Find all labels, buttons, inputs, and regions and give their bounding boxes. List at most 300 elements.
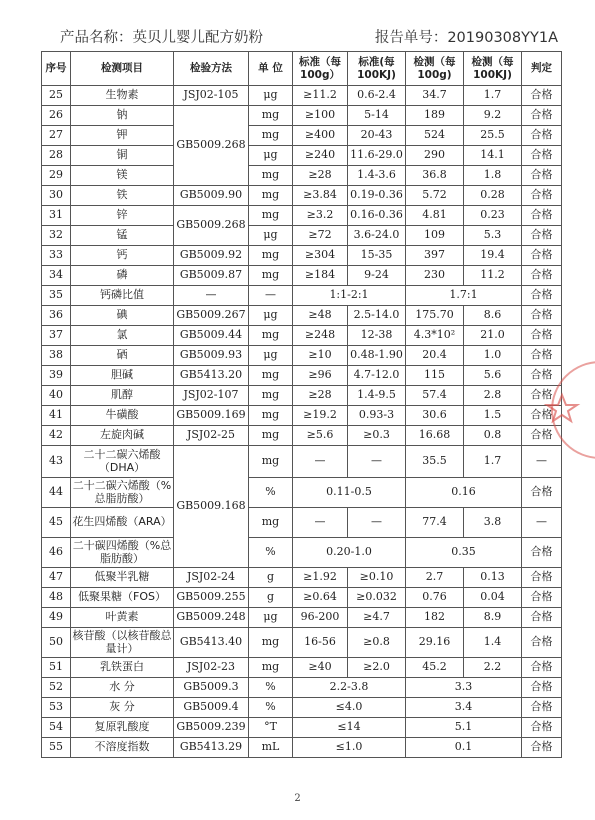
detected-per-100kj: 1.0	[464, 346, 522, 366]
unit: μg	[249, 226, 293, 246]
test-method: —	[174, 286, 249, 306]
table-row	[42, 406, 562, 426]
standard-per-100kj: 4.7-12.0	[348, 366, 406, 386]
test-item: 磷	[71, 266, 174, 286]
unit: mg	[249, 206, 293, 226]
detected-per-100kj: 2.2	[464, 658, 522, 678]
test-method: GB5009.169	[174, 406, 249, 426]
standard-per-100g: 96-200	[293, 608, 348, 628]
standard-per-100kj: 11.6-29.0	[348, 146, 406, 166]
test-method: JSJ02-25	[174, 426, 249, 446]
standard-per-100kj: 15-35	[348, 246, 406, 266]
standard-per-100kj: 0.93-3	[348, 406, 406, 426]
test-item: 花生四烯酸（ARA）	[71, 508, 174, 538]
test-item: 二十二碳六烯酸（DHA）	[71, 446, 174, 478]
result: —	[522, 508, 562, 538]
test-method: GB5009.168	[174, 446, 249, 568]
result: 合格	[522, 538, 562, 568]
result: 合格	[522, 266, 562, 286]
detected-per-100kj: 8.6	[464, 306, 522, 326]
table-row	[42, 166, 562, 186]
row-number: 28	[42, 146, 71, 166]
unit: mg	[249, 186, 293, 206]
result: 合格	[522, 698, 562, 718]
test-method: GB5009.92	[174, 246, 249, 266]
test-item: 生物素	[71, 86, 174, 106]
test-item: 钙磷比值	[71, 286, 174, 306]
detected-per-100kj: 5.6	[464, 366, 522, 386]
detected-per-100kj: 0.23	[464, 206, 522, 226]
detected-merged: 3.3	[406, 678, 522, 698]
test-item: 碘	[71, 306, 174, 326]
table-row	[42, 346, 562, 366]
detected-per-100g: 397	[406, 246, 464, 266]
detected-per-100g: 5.72	[406, 186, 464, 206]
row-number: 53	[42, 698, 71, 718]
detected-per-100kj: 8.9	[464, 608, 522, 628]
row-number: 44	[42, 478, 71, 508]
test-item: 铜	[71, 146, 174, 166]
test-method: GB5413.20	[174, 366, 249, 386]
test-item: 锰	[71, 226, 174, 246]
test-method: GB5413.29	[174, 738, 249, 758]
test-item: 牛磺酸	[71, 406, 174, 426]
row-number: 33	[42, 246, 71, 266]
unit: μg	[249, 146, 293, 166]
detected-per-100g: 524	[406, 126, 464, 146]
table-row	[42, 608, 562, 628]
result: 合格	[522, 206, 562, 226]
detected-per-100kj: 19.4	[464, 246, 522, 266]
unit: mL	[249, 738, 293, 758]
standard-per-100g: ≥1.92	[293, 568, 348, 588]
row-number: 42	[42, 426, 71, 446]
result: 合格	[522, 658, 562, 678]
standard-per-100kj: ≥0.3	[348, 426, 406, 446]
detected-per-100g: 4.3*10²	[406, 326, 464, 346]
row-number: 29	[42, 166, 71, 186]
standard-per-100g: ≥72	[293, 226, 348, 246]
result: 合格	[522, 426, 562, 446]
detected-per-100kj: 1.7	[464, 446, 522, 478]
test-method: JSJ02-23	[174, 658, 249, 678]
test-item: 核苷酸（以核苷酸总量计）	[71, 628, 174, 658]
standard-per-100kj: 1.4-9.5	[348, 386, 406, 406]
detected-per-100g: 35.5	[406, 446, 464, 478]
detected-per-100g: 175.70	[406, 306, 464, 326]
detected-per-100g: 115	[406, 366, 464, 386]
test-method: GB5009.3	[174, 678, 249, 698]
test-item: 镁	[71, 166, 174, 186]
standard-per-100g: ≥19.2	[293, 406, 348, 426]
table-row	[42, 186, 562, 206]
table-row	[42, 86, 562, 106]
standard-per-100g: ≥400	[293, 126, 348, 146]
detected-per-100g: 36.8	[406, 166, 464, 186]
table-row	[42, 146, 562, 166]
detected-merged: 5.1	[406, 718, 522, 738]
detected-per-100kj: 0.04	[464, 588, 522, 608]
table-row	[42, 326, 562, 346]
detected-per-100kj: 14.1	[464, 146, 522, 166]
row-number: 27	[42, 126, 71, 146]
table-row	[42, 266, 562, 286]
detected-merged: 3.4	[406, 698, 522, 718]
detected-per-100kj: 0.13	[464, 568, 522, 588]
row-number: 47	[42, 568, 71, 588]
standard-per-100kj: 0.6-2.4	[348, 86, 406, 106]
standard-per-100kj: ≥0.032	[348, 588, 406, 608]
test-method: GB5009.239	[174, 718, 249, 738]
test-item: 锌	[71, 206, 174, 226]
unit: mg	[249, 446, 293, 478]
standard-merged: ≤14	[293, 718, 406, 738]
result: 合格	[522, 628, 562, 658]
page-number: 2	[294, 793, 301, 804]
test-item: 不溶度指数	[71, 738, 174, 758]
result: 合格	[522, 126, 562, 146]
table-row	[42, 478, 562, 508]
detected-per-100g: 290	[406, 146, 464, 166]
test-method: JSJ02-105	[174, 86, 249, 106]
result: 合格	[522, 718, 562, 738]
test-item: 二十碳四烯酸（%总脂肪酸）	[71, 538, 174, 568]
detected-merged: 0.35	[406, 538, 522, 568]
test-method: GB5009.4	[174, 698, 249, 718]
standard-per-100g: ≥184	[293, 266, 348, 286]
unit: mg	[249, 628, 293, 658]
result: 合格	[522, 386, 562, 406]
unit: mg	[249, 426, 293, 446]
detected-per-100g: 2.7	[406, 568, 464, 588]
detected-merged: 0.16	[406, 478, 522, 508]
row-number: 26	[42, 106, 71, 126]
test-item: 乳铁蛋白	[71, 658, 174, 678]
standard-per-100g: ≥3.84	[293, 186, 348, 206]
table-row	[42, 386, 562, 406]
col-header: 检验方法	[174, 52, 249, 86]
test-item: 钾	[71, 126, 174, 146]
result: 合格	[522, 326, 562, 346]
test-method: GB5009.87	[174, 266, 249, 286]
row-number: 46	[42, 538, 71, 568]
detected-per-100kj: 0.8	[464, 426, 522, 446]
table-row	[42, 718, 562, 738]
row-number: 49	[42, 608, 71, 628]
test-item: 钠	[71, 106, 174, 126]
unit: μg	[249, 346, 293, 366]
standard-per-100kj: 1.4-3.6	[348, 166, 406, 186]
detected-per-100g: 16.68	[406, 426, 464, 446]
row-number: 31	[42, 206, 71, 226]
standard-per-100g: 16-56	[293, 628, 348, 658]
unit: mg	[249, 658, 293, 678]
result: 合格	[522, 608, 562, 628]
table-row	[42, 206, 562, 226]
standard-per-100g: ≥28	[293, 166, 348, 186]
standard-per-100kj: ≥0.8	[348, 628, 406, 658]
table-row	[42, 738, 562, 758]
test-method: GB5009.268	[174, 206, 249, 246]
test-item: 氯	[71, 326, 174, 346]
col-header: 检测（每100g)	[406, 52, 464, 86]
standard-merged: 0.11-0.5	[293, 478, 406, 508]
standard-per-100g: ≥48	[293, 306, 348, 326]
table-row	[42, 568, 562, 588]
detected-per-100kj: 1.8	[464, 166, 522, 186]
unit: mg	[249, 246, 293, 266]
result: 合格	[522, 166, 562, 186]
standard-per-100kj: 12-38	[348, 326, 406, 346]
detected-per-100g: 0.76	[406, 588, 464, 608]
detected-per-100kj: 3.8	[464, 508, 522, 538]
result: 合格	[522, 406, 562, 426]
row-number: 32	[42, 226, 71, 246]
result: 合格	[522, 678, 562, 698]
detected-merged: 1.7:1	[406, 286, 522, 306]
standard-per-100kj: 2.5-14.0	[348, 306, 406, 326]
unit: mg	[249, 508, 293, 538]
row-number: 38	[42, 346, 71, 366]
standard-per-100g: ≥248	[293, 326, 348, 346]
standard-per-100kj: 0.16-0.36	[348, 206, 406, 226]
table-row	[42, 538, 562, 568]
detected-per-100kj: 0.28	[464, 186, 522, 206]
detected-per-100kj: 1.5	[464, 406, 522, 426]
row-number: 55	[42, 738, 71, 758]
result: 合格	[522, 106, 562, 126]
table-row	[42, 698, 562, 718]
table-row	[42, 588, 562, 608]
test-method: GB5009.90	[174, 186, 249, 206]
table-row	[42, 366, 562, 386]
test-method: GB5009.268	[174, 106, 249, 186]
standard-per-100g: ≥5.6	[293, 426, 348, 446]
table-row	[42, 628, 562, 658]
result: 合格	[522, 568, 562, 588]
detected-per-100g: 20.4	[406, 346, 464, 366]
standard-per-100kj: 0.19-0.36	[348, 186, 406, 206]
unit: —	[249, 286, 293, 306]
test-item: 水 分	[71, 678, 174, 698]
unit: μg	[249, 306, 293, 326]
standard-per-100kj: 5-14	[348, 106, 406, 126]
standard-merged: 2.2-3.8	[293, 678, 406, 698]
standard-per-100kj: ≥2.0	[348, 658, 406, 678]
standard-per-100g: ≥240	[293, 146, 348, 166]
standard-per-100g: ≥96	[293, 366, 348, 386]
row-number: 50	[42, 628, 71, 658]
standard-per-100g: ≥10	[293, 346, 348, 366]
detected-per-100g: 57.4	[406, 386, 464, 406]
standard-per-100g: ≥40	[293, 658, 348, 678]
result: 合格	[522, 186, 562, 206]
test-item: 低聚半乳糖	[71, 568, 174, 588]
standard-per-100kj: ≥0.10	[348, 568, 406, 588]
detected-per-100g: 45.2	[406, 658, 464, 678]
result: 合格	[522, 478, 562, 508]
standard-per-100g: ≥304	[293, 246, 348, 266]
col-header: 标准（每100g）	[293, 52, 348, 86]
unit: μg	[249, 86, 293, 106]
test-item: 胆碱	[71, 366, 174, 386]
result: 合格	[522, 246, 562, 266]
table-row	[42, 426, 562, 446]
unit: mg	[249, 386, 293, 406]
table-row	[42, 508, 562, 538]
row-number: 51	[42, 658, 71, 678]
table-header-row	[42, 52, 562, 86]
result: 合格	[522, 226, 562, 246]
unit: g	[249, 568, 293, 588]
detected-per-100g: 189	[406, 106, 464, 126]
test-method: GB5413.40	[174, 628, 249, 658]
row-number: 41	[42, 406, 71, 426]
col-header: 标准(每100KJ)	[348, 52, 406, 86]
table-row	[42, 246, 562, 266]
unit: mg	[249, 106, 293, 126]
row-number: 34	[42, 266, 71, 286]
unit: %	[249, 678, 293, 698]
standard-per-100g: ≥100	[293, 106, 348, 126]
col-header: 单 位	[249, 52, 293, 86]
unit: mg	[249, 166, 293, 186]
standard-per-100g: —	[293, 508, 348, 538]
col-header: 判定	[522, 52, 562, 86]
result: 合格	[522, 738, 562, 758]
standard-per-100kj: 0.48-1.90	[348, 346, 406, 366]
col-header: 检测（每100KJ)	[464, 52, 522, 86]
standard-per-100g: ≥3.2	[293, 206, 348, 226]
detected-per-100kj: 11.2	[464, 266, 522, 286]
table-row	[42, 286, 562, 306]
unit: °T	[249, 718, 293, 738]
detected-merged: 0.1	[406, 738, 522, 758]
table-row	[42, 226, 562, 246]
test-item: 肌醇	[71, 386, 174, 406]
result: 合格	[522, 366, 562, 386]
report-header	[0, 22, 595, 48]
standard-per-100kj: 20-43	[348, 126, 406, 146]
standard-per-100kj: 3.6-24.0	[348, 226, 406, 246]
row-number: 52	[42, 678, 71, 698]
table-row	[42, 658, 562, 678]
test-item: 灰 分	[71, 698, 174, 718]
detected-per-100kj: 9.2	[464, 106, 522, 126]
standard-per-100g: ≥11.2	[293, 86, 348, 106]
test-method: GB5009.248	[174, 608, 249, 628]
detected-per-100g: 109	[406, 226, 464, 246]
test-item: 钙	[71, 246, 174, 266]
test-results-table	[41, 51, 562, 758]
result: 合格	[522, 306, 562, 326]
detected-per-100g: 34.7	[406, 86, 464, 106]
detected-per-100kj: 21.0	[464, 326, 522, 346]
test-method: JSJ02-24	[174, 568, 249, 588]
unit: %	[249, 698, 293, 718]
unit: mg	[249, 326, 293, 346]
row-number: 39	[42, 366, 71, 386]
detected-per-100g: 30.6	[406, 406, 464, 426]
standard-per-100g: ≥28	[293, 386, 348, 406]
row-number: 40	[42, 386, 71, 406]
row-number: 35	[42, 286, 71, 306]
result: —	[522, 446, 562, 478]
table-row	[42, 126, 562, 146]
standard-per-100g: —	[293, 446, 348, 478]
row-number: 25	[42, 86, 71, 106]
test-item: 低聚果糖（FOS）	[71, 588, 174, 608]
standard-per-100kj: —	[348, 446, 406, 478]
result: 合格	[522, 346, 562, 366]
standard-merged: 0.20-1.0	[293, 538, 406, 568]
test-method: GB5009.255	[174, 588, 249, 608]
detected-per-100g: 4.81	[406, 206, 464, 226]
test-item: 硒	[71, 346, 174, 366]
test-method: JSJ02-107	[174, 386, 249, 406]
test-item: 叶黄素	[71, 608, 174, 628]
standard-per-100kj: —	[348, 508, 406, 538]
standard-merged: ≤1.0	[293, 738, 406, 758]
detected-per-100g: 29.16	[406, 628, 464, 658]
unit: mg	[249, 266, 293, 286]
row-number: 36	[42, 306, 71, 326]
detected-per-100kj: 25.5	[464, 126, 522, 146]
unit: μg	[249, 608, 293, 628]
unit: g	[249, 588, 293, 608]
test-item: 铁	[71, 186, 174, 206]
unit: mg	[249, 126, 293, 146]
result: 合格	[522, 86, 562, 106]
test-item: 左旋肉碱	[71, 426, 174, 446]
col-header: 序号	[42, 52, 71, 86]
unit: mg	[249, 406, 293, 426]
test-method: GB5009.267	[174, 306, 249, 326]
row-number: 54	[42, 718, 71, 738]
standard-merged: 1:1-2:1	[293, 286, 406, 306]
product-name: 产品名称：英贝儿婴儿配方奶粉	[60, 30, 263, 46]
test-item: 复原乳酸度	[71, 718, 174, 738]
detected-per-100g: 77.4	[406, 508, 464, 538]
standard-per-100kj: 9-24	[348, 266, 406, 286]
unit: %	[249, 478, 293, 508]
row-number: 43	[42, 446, 71, 478]
detected-per-100kj: 1.7	[464, 86, 522, 106]
report-number: 报告单号：20190308YY1A	[374, 30, 558, 46]
test-method: GB5009.93	[174, 346, 249, 366]
test-item: 二十二碳六烯酸（%总脂肪酸）	[71, 478, 174, 508]
table-row	[42, 306, 562, 326]
test-method: GB5009.44	[174, 326, 249, 346]
unit: %	[249, 538, 293, 568]
row-number: 45	[42, 508, 71, 538]
standard-per-100kj: ≥4.7	[348, 608, 406, 628]
result: 合格	[522, 146, 562, 166]
col-header: 检测项目	[71, 52, 174, 86]
table-row	[42, 106, 562, 126]
detected-per-100kj: 2.8	[464, 386, 522, 406]
row-number: 30	[42, 186, 71, 206]
row-number: 37	[42, 326, 71, 346]
detected-per-100kj: 1.4	[464, 628, 522, 658]
detected-per-100kj: 5.3	[464, 226, 522, 246]
detected-per-100g: 230	[406, 266, 464, 286]
result: 合格	[522, 588, 562, 608]
row-number: 48	[42, 588, 71, 608]
result: 合格	[522, 286, 562, 306]
standard-per-100g: ≥0.64	[293, 588, 348, 608]
standard-merged: ≤4.0	[293, 698, 406, 718]
